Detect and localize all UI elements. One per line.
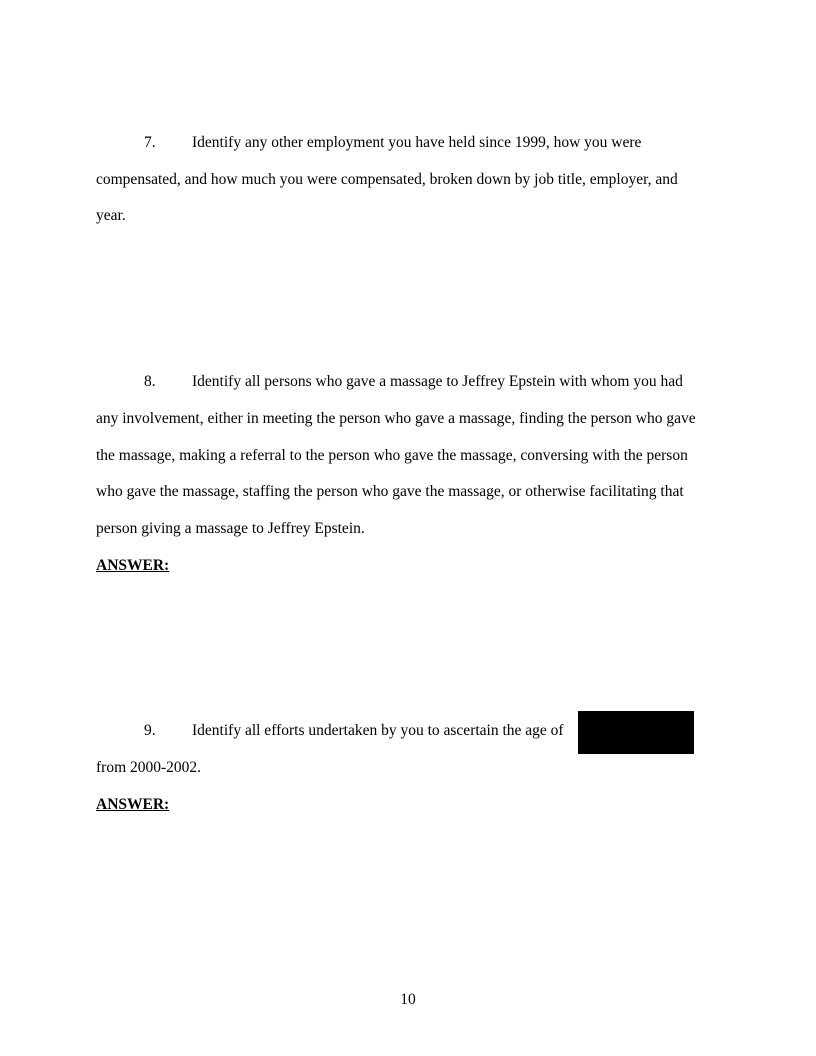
item-number: 7. xyxy=(144,134,156,151)
item-text-line: person giving a massage to Jeffrey Epstein. xyxy=(96,520,365,537)
redaction-block xyxy=(578,711,694,754)
item-text-line: year. xyxy=(96,207,126,224)
item-number: 9. xyxy=(144,722,156,739)
answer-label: ANSWER: xyxy=(96,557,170,574)
item-text-line: Identify any other employment you have held since 1999, how you were xyxy=(192,134,642,151)
item-text-line: the massage, making a referral to the person who gave the massage, conversing with the person xyxy=(96,447,688,464)
item-text-line: compensated, and how much you were compensated, broken down by job title, employer, and xyxy=(96,171,678,188)
page-number: 10 xyxy=(400,991,416,1008)
answer-label: ANSWER: xyxy=(96,796,170,813)
item-text-line: Identify all persons who gave a massage to Jeffrey Epstein with whom you had xyxy=(192,373,683,390)
item-text-line: from 2000-2002. xyxy=(96,759,202,776)
item-number: 8. xyxy=(144,373,156,390)
item-text-line: who gave the massage, staffing the person who gave the massage, or otherwise facilitating that xyxy=(96,483,684,500)
item-text-line: Identify all efforts undertaken by you to ascertain the age of xyxy=(192,722,564,739)
item-text-line: any involvement, either in meeting the person who gave a massage, finding the person who gave xyxy=(96,410,696,427)
